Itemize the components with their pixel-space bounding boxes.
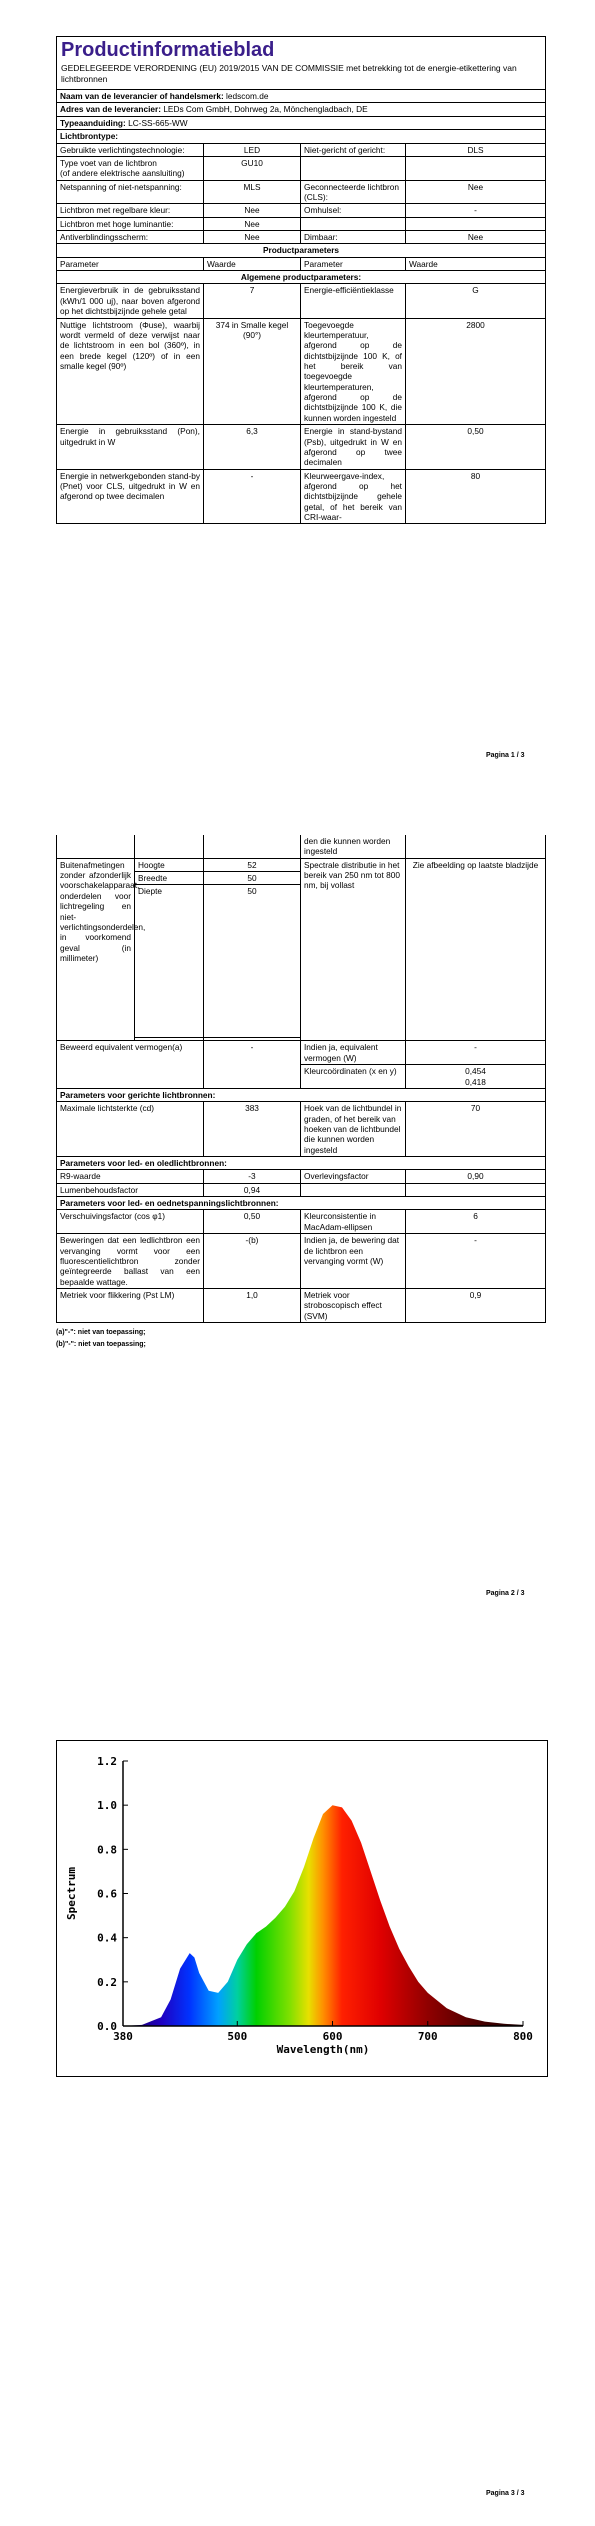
dim-depth-value: 50 — [204, 885, 301, 1038]
cri-continued: den die kunnen worden ingesteld — [301, 835, 406, 858]
y-axis-label: Spectrum — [65, 1867, 78, 1920]
y-tick-label: 0.2 — [97, 1975, 117, 1989]
dimensions-label: Buitenafmetingen zonder afzonderlijk voorschakelapparaat, onderdelen voor lichtregeling en niet-verlichtingsonderdelen, in voorkomend geval (in millimeter) — [57, 858, 135, 1041]
macadam-label: Kleurconsistentie in MacAdam-ellipsen — [301, 1210, 406, 1234]
param-value-2: 2800 — [406, 318, 546, 425]
spec-value-2: Nee — [406, 231, 546, 244]
spec-value-2 — [406, 156, 546, 180]
replace2-label: Indien ja, de bewering dat de lichtbron een vervanging vormt (W) — [301, 1234, 406, 1289]
document-title: Productinformatieblad — [61, 39, 275, 61]
page-number-3: Pagina 3 / 3 — [486, 2490, 525, 2497]
dim-width-value: 50 — [204, 872, 301, 885]
y-tick-label: 0.8 — [97, 1843, 117, 1857]
x-axis-label: Wavelength(nm) — [276, 2043, 370, 2056]
spec-value: MLS — [204, 180, 301, 204]
spec-value: GU10 — [204, 156, 301, 180]
spec-label: Netspanning of niet-netspanning: — [57, 180, 204, 204]
spectrum-figure — [56, 1740, 548, 2077]
equiv-power-value: - — [204, 1041, 301, 1088]
spec-label: Antiverblindingsscherm: — [57, 231, 204, 244]
param-value-2: G — [406, 284, 546, 318]
spec-value-2: DLS — [406, 143, 546, 156]
supplier-address: LEDs Com GmbH, Dohrweg 2a, Mönchengladbach, DE — [163, 104, 368, 115]
general-params-heading: Algemene productparameters: — [57, 271, 546, 284]
intensity-label: Maximale lichtsterkte (cd) — [57, 1102, 204, 1157]
survival-value: 0,90 — [406, 1170, 546, 1183]
spectral-label: Spectrale distributie in het bereik van 250 nm tot 800 nm, bij vollast — [301, 858, 406, 1041]
y-tick-label: 1.0 — [97, 1799, 117, 1813]
pf-label: Verschuivingsfactor (cos φ1) — [57, 1210, 204, 1234]
footnote-b: (b)"-": niet van toepassing; — [56, 1341, 146, 1349]
lumen-label: Lumenbehoudsfactor — [57, 1183, 204, 1196]
spec-label: Lichtbron met regelbare kleur: — [57, 204, 204, 217]
pf-value: 0,50 — [204, 1210, 301, 1234]
param-value: 6,3 — [204, 425, 301, 469]
param-value: - — [204, 469, 301, 524]
beam-label: Hoek van de lichtbundel in graden, of het bereik van hoeken van de lichtbundel die kunnen worden ingesteld — [301, 1102, 406, 1157]
macadam-value: 6 — [406, 1210, 546, 1234]
equiv-power2-label: Indien ja, equivalent vermogen (W) — [301, 1041, 406, 1065]
spec-label-2: Niet-gericht of gericht: — [301, 143, 406, 156]
header-value: Waarde — [204, 257, 301, 270]
x-tick-label: 600 — [322, 2030, 343, 2043]
param-label: Energie in netwerkgebonden stand-by (Pnet) voor CLS, uitgedrukt in W en afgerond op twee decimalen — [57, 469, 204, 524]
footnote-a: (a)"-": niet van toepassing; — [56, 1329, 146, 1337]
y-tick-label: 0.6 — [97, 1887, 117, 1901]
product-params-heading: Productparameters — [57, 244, 546, 257]
survival-label: Overlevingsfactor — [301, 1170, 406, 1183]
spec-label-2: Geconnecteerde lichtbron (CLS): — [301, 180, 406, 204]
page-number-1: Pagina 1 / 3 — [486, 752, 525, 759]
spec-value-2 — [406, 217, 546, 230]
param-label: Energie in gebruiksstand (Pon), uitgedrukt in W — [57, 425, 204, 469]
flicker-label: Metriek voor flikkering (Pst LM) — [57, 1288, 204, 1322]
info-table-2 — [56, 835, 546, 1323]
equiv-power-label: Beweerd equivalent vermogen(a) — [57, 1041, 204, 1088]
chroma-label: Kleurcoördinaten (x en y) — [301, 1065, 406, 1089]
y-tick-label: 1.2 — [97, 1755, 117, 1768]
spec-value: Nee — [204, 217, 301, 230]
dim-height-value: 52 — [204, 858, 301, 871]
r9-value: -3 — [204, 1170, 301, 1183]
dim-height-label: Hoogte — [135, 858, 204, 871]
equiv-power2-value: - — [406, 1041, 546, 1065]
x-tick-label: 380 — [113, 2030, 133, 2043]
model-label: Typeaanduiding: — [60, 117, 126, 128]
spec-value: Nee — [204, 231, 301, 244]
spec-label-2: Omhulsel: — [301, 204, 406, 217]
dim-depth-label: Diepte — [135, 885, 204, 1038]
page-1 — [56, 36, 545, 759]
info-table-1 — [56, 36, 546, 524]
param-label-2: Kleurweergave-index, afgerond op het dichtstbijzijnde gehele getal, of het bereik van CRI-waar- — [301, 469, 406, 524]
supplier-address-label: Adres van de leverancier: — [60, 104, 161, 115]
beam-value: 70 — [406, 1102, 546, 1157]
r9-label: R9-waarde — [57, 1170, 204, 1183]
spec-label-2 — [301, 156, 406, 180]
spec-label-2: Dimbaar: — [301, 231, 406, 244]
replace-value: -(b) — [204, 1234, 301, 1289]
replace2-value: - — [406, 1234, 546, 1289]
param-value-2: 80 — [406, 469, 546, 524]
flicker-value: 1,0 — [204, 1288, 301, 1322]
page-2 — [56, 835, 545, 1597]
model: LC-SS-665-WW — [128, 117, 188, 128]
svm-label: Metriek voor stroboscopisch effect (SVM) — [301, 1288, 406, 1322]
param-value: 7 — [204, 284, 301, 318]
spectral-value: Zie afbeelding op laatste bladzijde — [406, 858, 546, 1041]
svm-value: 0,9 — [406, 1288, 546, 1322]
spec-label: Lichtbron met hoge luminantie: — [57, 217, 204, 230]
directional-heading: Parameters voor gerichte lichtbronnen: — [57, 1088, 546, 1101]
param-label-2: Energie-efficiëntieklasse — [301, 284, 406, 318]
supplier-name: ledscom.de — [226, 91, 269, 102]
chroma-values: 0,454 0,418 — [406, 1065, 546, 1089]
led-oled-heading: Parameters voor led- en oledlichtbronnen: — [57, 1157, 546, 1170]
regulation-text: GEDELEGEERDE VERORDENING (EU) 2019/2015 VAN DE COMMISSIE met betrekking tot de energie-etikettering van lichtbronnen — [61, 63, 517, 85]
x-tick-label: 700 — [417, 2030, 438, 2043]
y-tick-label: 0.4 — [97, 1931, 117, 1945]
page-number-2: Pagina 2 / 3 — [486, 1590, 525, 1597]
intensity-value: 383 — [204, 1102, 301, 1157]
x-tick-label: 500 — [227, 2030, 248, 2043]
header-parameter-2: Parameter — [301, 257, 406, 270]
lumen-value: 0,94 — [204, 1183, 301, 1196]
spectrum-chart — [57, 1741, 547, 2076]
param-label-2: Toegevoegde kleurtemperatuur, afgerond op de dichtstbijzijnde 100 K, of het bereik van toegevoegde kleurtemperaturen, afgerond op de dichtstbijzijnde 100 K, die kunnen worden ingesteld — [301, 318, 406, 425]
param-value-2: 0,50 — [406, 425, 546, 469]
spec-value-2: - — [406, 204, 546, 217]
header-value-2: Waarde — [406, 257, 546, 270]
spectrum-area — [123, 1805, 523, 2026]
y-tick-label: 0.0 — [97, 2020, 117, 2033]
spec-value: Nee — [204, 204, 301, 217]
dim-width-label: Breedte — [135, 872, 204, 885]
spec-value: LED — [204, 143, 301, 156]
param-label-2: Energie in stand-bystand (Psb), uitgedrukt in W en afgerond op twee decimalen — [301, 425, 406, 469]
supplier-name-label: Naam van de leverancier of handelsmerk: — [60, 91, 224, 102]
lightsource-type-label: Lichtbrontype: — [57, 130, 546, 143]
header-parameter: Parameter — [57, 257, 204, 270]
spec-value-2: Nee — [406, 180, 546, 204]
replace-label: Beweringen dat een ledlichtbron een vervanging vormt voor een fluorescentielichtbron zonder geïntegreerde ballast van een bepaalde wattage. — [57, 1234, 204, 1289]
spec-label-2 — [301, 217, 406, 230]
mains-heading: Parameters voor led- en oednetspanningslichtbronnen: — [57, 1197, 546, 1210]
spec-label: Type voet van de lichtbron (of andere elektrische aansluiting) — [57, 156, 204, 180]
param-value: 374 in Smalle kegel (90°) — [204, 318, 301, 425]
x-tick-label: 800 — [513, 2030, 533, 2043]
param-label: Energieverbruik in de gebruiksstand (kWh/1 000 uj), naar boven afgerond op het dichtstbijzijnde gehele getal — [57, 284, 204, 318]
param-label: Nuttige lichtstroom (Φuse), waarbij wordt vermeld of deze verwijst naar de lichtstroom in een bol (360º), in een brede kegel (120º) of in een smalle kegel (90º) — [57, 318, 204, 425]
spec-label: Gebruikte verlichtingstechnologie: — [57, 143, 204, 156]
